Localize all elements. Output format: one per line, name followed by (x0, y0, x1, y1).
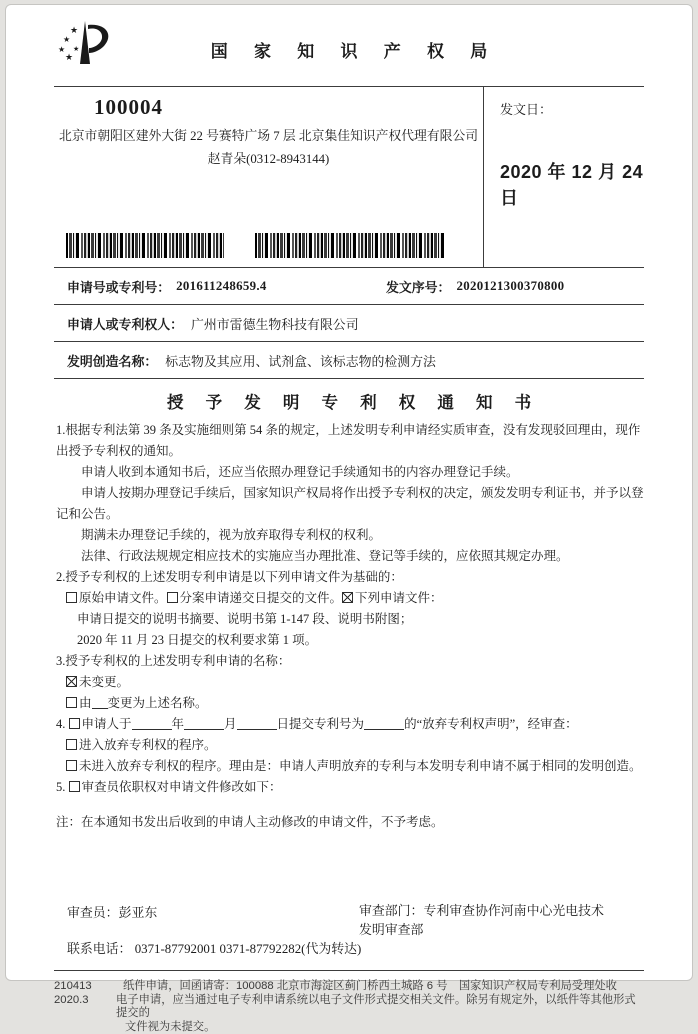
notice-note: 注：在本通知书发出后收到的申请人主动修改的申请文件，不予考虑。 (54, 812, 644, 830)
dispatch-date-value: 2020 年 12 月 24 日 (500, 158, 644, 210)
svg-text:★: ★ (63, 35, 70, 44)
barcode-right (255, 233, 445, 258)
checkbox-unchecked-icon (66, 739, 77, 750)
notice-body-line: 3.授予专利权的上述发明专利申请的名称： (54, 651, 644, 672)
department-line2: 发明审查部 (359, 921, 649, 940)
field-row-application (54, 268, 644, 305)
notice-body-line: 申请人按期办理登记手续后，国家知识产权局将作出授予专利权的决定，颁发发明专利证书，并予以登记和公告。 (54, 483, 644, 525)
blank-underline (237, 716, 277, 730)
svg-text:★: ★ (58, 45, 65, 54)
notice-body-line: 未变更。 (54, 672, 644, 693)
addressee-cell (54, 87, 483, 267)
footer-form-codes (54, 980, 102, 1034)
serial-label: 发文序号： (386, 277, 450, 296)
blank-underline (92, 695, 108, 709)
footer-line3: 文件视为未提交。 (116, 1021, 644, 1034)
invention-title-label: 发明创造名称： (67, 351, 157, 370)
notice-body-line: 由 变更为上述名称。 (54, 693, 644, 714)
cnipa-logo-icon (56, 19, 114, 69)
footer (54, 980, 644, 1034)
notice-body-line: 进入放弃专利权的程序。 (54, 735, 644, 756)
serial-value: 2020121300370800 (456, 279, 564, 294)
notice-title: 授 予 发 明 专 利 权 通 知 书 (54, 389, 644, 413)
addressee-address: 北京市朝阳区建外大街 22 号赛特广场 7 层 北京集佳知识产权代理有限公司 (54, 126, 483, 147)
notice-body-line: 2020 年 11 月 23 日提交的权利要求第 1 项。 (54, 630, 644, 651)
svg-text:★: ★ (65, 52, 73, 62)
blank-underline (364, 716, 404, 730)
document-fields (54, 268, 644, 379)
patent-notice-document (5, 4, 693, 981)
checkbox-unchecked-icon (167, 592, 178, 603)
checkbox-unchecked-icon (69, 718, 80, 729)
addressee-contact: 赵青朵(0312-8943144) (54, 148, 483, 167)
checkbox-unchecked-icon (66, 592, 77, 603)
postal-code: 100004 (94, 95, 483, 120)
department-line1: 专利审查协作河南中心光电技术 (423, 904, 603, 918)
blank-underline (132, 716, 172, 730)
department-label: 审查部门： (359, 904, 423, 918)
examiner-label: 审查员： (67, 902, 119, 921)
notice-body-line: 原始申请文件。 分案申请递交日提交的文件。 下列申请文件： (54, 588, 644, 609)
examiner-name: 彭亚东 (119, 902, 158, 921)
field-row-invention (54, 342, 644, 379)
notice-body-line: 申请人收到本通知书后，还应当依照办理登记手续通知书的内容办理登记手续。 (54, 462, 644, 483)
svg-text:★: ★ (73, 45, 79, 53)
phone-label: 联系电话： (67, 942, 131, 956)
checkbox-unchecked-icon (66, 760, 77, 771)
notice-body (54, 420, 644, 798)
applicant-label: 申请人或专利权人： (67, 314, 183, 333)
footer-line2: 电子申请，应当通过电子专利申请系统以电子文件形式提交相关文件。除另有规定外，以纸件等其他形式提交的 (116, 994, 644, 1021)
barcode-left (66, 233, 224, 258)
notice-body-line: 法律、行政法规规定相应技术的实施应当办理批准、登记等手续的，应依照其规定办理。 (54, 546, 644, 567)
notice-body-line: 1.根据专利法第 39 条及实施细则第 54 条的规定，上述发明专利申请经实质审查，没有发现驳回理由，现作出授予专利权的通知。 (54, 420, 644, 462)
footer-code2: 2020.3 (54, 994, 102, 1008)
blank-underline (184, 716, 224, 730)
application-no-label: 申请号或专利号： (67, 277, 170, 296)
examining-department (359, 902, 649, 940)
signature-block (54, 902, 644, 957)
footer-instructions (102, 980, 644, 1034)
notice-body-line: 未进入放弃专利权的程序。理由是：申请人声明放弃的专利与本发明专利申请不属于相同的发明创造。 (54, 756, 644, 777)
svg-text:★: ★ (70, 25, 78, 35)
notice-body-line: 期满未办理登记手续的，视为放弃取得专利权的权利。 (54, 525, 644, 546)
dispatch-date-cell (483, 87, 644, 267)
footer-divider (54, 970, 644, 971)
checkbox-unchecked-icon (69, 781, 80, 792)
footer-code1: 210413 (54, 980, 102, 994)
checkbox-unchecked-icon (66, 697, 77, 708)
addressee-section (54, 86, 644, 268)
dispatch-date-label: 发文日： (500, 99, 644, 118)
document-header (54, 5, 644, 86)
invention-title-value: 标志物及其应用、试剂盒、该标志物的检测方法 (165, 351, 436, 370)
applicant-value: 广州市雷德生物科技有限公司 (191, 314, 359, 333)
notice-body-line: 申请日提交的说明书摘要、说明书第 1-147 段、说明书附图； (54, 609, 644, 630)
checkbox-checked-icon (66, 676, 77, 687)
checkbox-checked-icon (342, 592, 353, 603)
notice-body-line: 2.授予专利权的上述发明专利申请是以下列申请文件为基础的： (54, 567, 644, 588)
application-no-value: 201611248659.4 (176, 279, 267, 294)
notice-body-line: 4. 申请人于 年 月 日提交专利号为 的“放弃专利权声明”，经审查： (54, 714, 644, 735)
field-row-applicant (54, 305, 644, 342)
office-name: 国 家 知 识 产 权 局 (54, 19, 644, 62)
notice-body-line: 5. 审查员依职权对申请文件修改如下： (54, 777, 644, 798)
footer-line1: 纸件申请，回函请寄：100088 北京市海淀区蓟门桥西土城路 6 号 国家知识产权局专利局受理处收 (116, 980, 644, 994)
phone-value: 0371-87792001 0371-87792282(代为转达) (135, 942, 362, 956)
